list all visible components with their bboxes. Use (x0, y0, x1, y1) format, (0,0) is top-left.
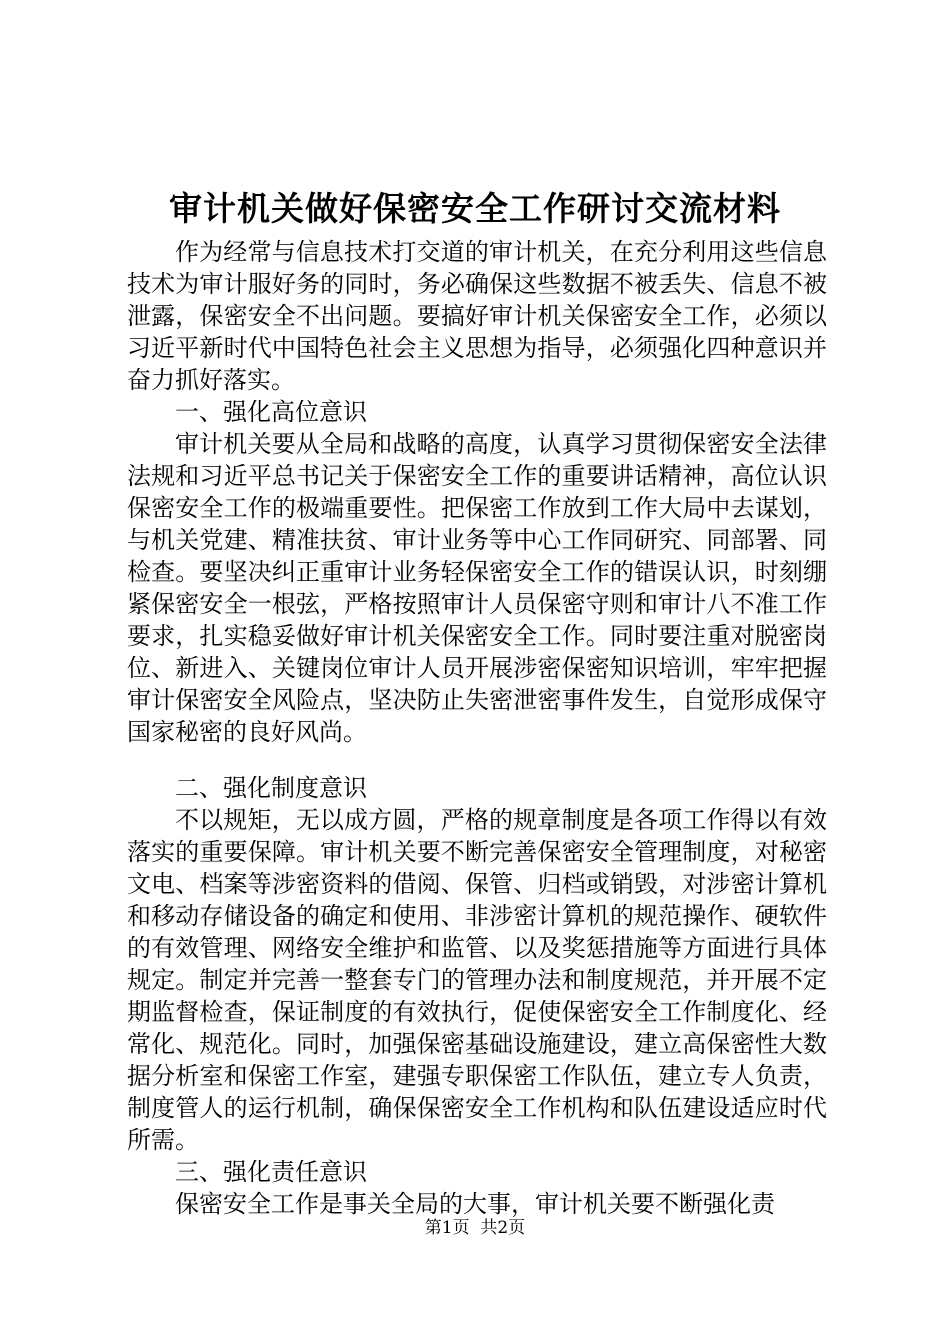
section-heading-3: 三、强化责任意识 (175, 1158, 367, 1186)
intro-paragraph: 作为经常与信息技术打交道的审计机关，在充分利用这些信息技术为审计服好务的同时，务必确保这些数据不被丢失、信息不被泄露，保密安全不出问题。要搞好审计机关保密安全工作，必须以习近平新时代中国特色社会主义思想为指导，必须强化四种意识并奋力抓好落实。 (127, 238, 827, 394)
section-paragraph-1: 审计机关要从全局和战略的高度，认真学习贯彻保密安全法律法规和习近平总书记关于保密安全工作的重要讲话精神，高位认识保密安全工作的极端重要性。把保密工作放到工作大局中去谋划，与机关党建、精准扶贫、审计业务等中心工作同研究、同部署、同检查。要坚决纠正重审计业务轻保密安全工作的错误认识，时刻绷紧保密安全一根弦，严格按照审计人员保密守则和审计八不准工作要求，扎实稳妥做好审计机关保密安全工作。同时要注重对脱密岗位、新进入、关键岗位审计人员开展涉密保密知识培训，牢牢把握审计保密安全风险点，坚决防止失密泄密事件发生，自觉形成保守国家秘密的良好风尚。 (127, 430, 827, 746)
document-title: 审计机关做好保密安全工作研讨交流材料 (169, 189, 781, 228)
paragraph-spacer (127, 748, 827, 772)
document-body (127, 236, 827, 1220)
section-heading-2: 二、强化制度意识 (175, 774, 367, 802)
section-heading-1: 一、强化高位意识 (175, 398, 367, 426)
page-number-footer: 第1页 共2页 (424, 1218, 526, 1238)
section-paragraph-2: 不以规矩，无以成方圆，严格的规章制度是各项工作得以有效落实的重要保障。审计机关要不断完善保密安全管理制度，对秘密文电、档案等涉密资料的借阅、保管、归档或销毁，对涉密计算机和移动存储设备的确定和使用、非涉密计算机的规范操作、硬软件的有效管理、网络安全维护和监管、以及奖惩措施等方面进行具体规定。制定并完善一整套专门的管理办法和制度规范，并开展不定期监督检查，保证制度的有效执行，促使保密安全工作制度化、经常化、规范化。同时，加强保密基础设施建设，建立高保密性大数据分析室和保密工作室，建强专职保密工作队伍，建立专人负责，制度管人的运行机制，确保保密安全工作机构和队伍建设适应时代所需。 (127, 806, 827, 1154)
section-paragraph-3: 保密安全工作是事关全局的大事，审计机关要不断强化责 (175, 1190, 775, 1218)
